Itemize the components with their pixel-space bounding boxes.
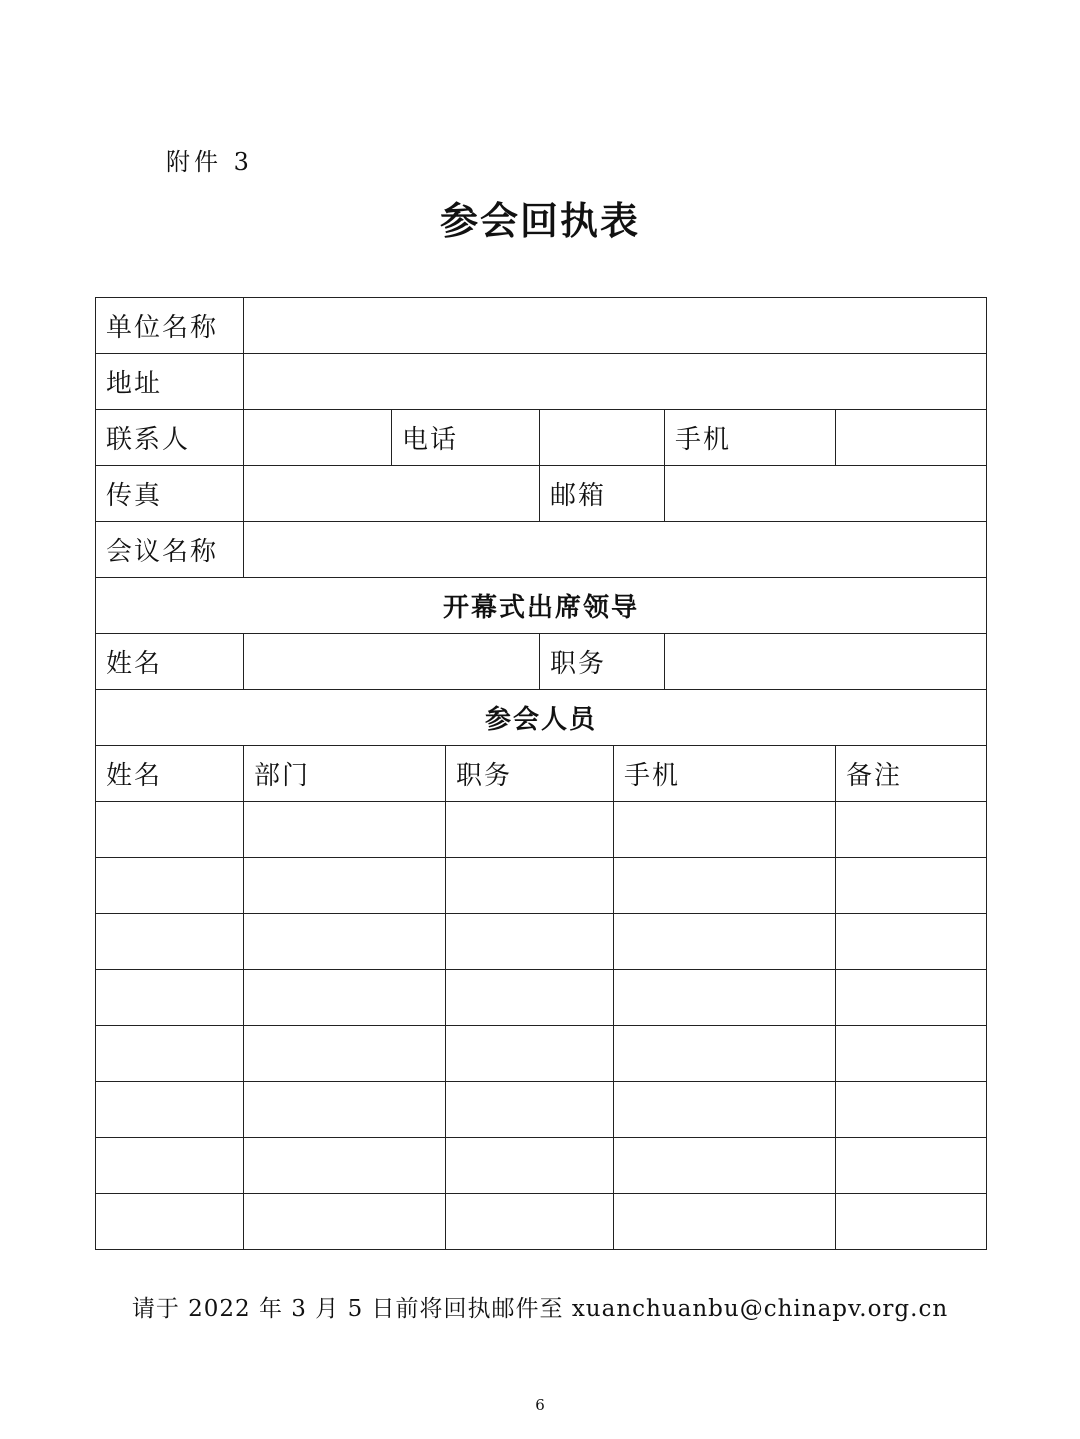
attendee-mobile-cell[interactable]	[614, 858, 836, 914]
attendee-row	[96, 914, 987, 970]
attendee-mobile-cell[interactable]	[614, 802, 836, 858]
leaders-section-heading: 开幕式出席领导	[96, 578, 987, 634]
attendee-title-cell[interactable]	[446, 1082, 614, 1138]
attendee-mobile-cell[interactable]	[614, 1026, 836, 1082]
mobile-label: 手机	[665, 410, 836, 466]
attendee-row	[96, 1194, 987, 1250]
attendee-name-cell[interactable]	[96, 1138, 244, 1194]
attendee-name-cell[interactable]	[96, 970, 244, 1026]
attendee-row	[96, 1138, 987, 1194]
leader-title-field[interactable]	[665, 634, 987, 690]
attendee-name-cell[interactable]	[96, 802, 244, 858]
attachment-label: 附件 3	[166, 148, 253, 176]
attendee-department-cell[interactable]	[244, 970, 446, 1026]
attendee-department-cell[interactable]	[244, 1082, 446, 1138]
contact-label: 联系人	[96, 410, 244, 466]
unit-name-label: 单位名称	[96, 298, 244, 354]
attendee-title-cell[interactable]	[446, 1194, 614, 1250]
attendee-header-remark: 备注	[836, 746, 987, 802]
leader-name-label: 姓名	[96, 634, 244, 690]
attendee-department-cell[interactable]	[244, 858, 446, 914]
attendee-remark-cell[interactable]	[836, 1194, 987, 1250]
attendee-department-cell[interactable]	[244, 1026, 446, 1082]
page-number: 6	[535, 1396, 545, 1414]
row-fax-email	[96, 466, 987, 522]
attendee-header-title: 职务	[446, 746, 614, 802]
attendee-mobile-cell[interactable]	[614, 1138, 836, 1194]
attendee-title-cell[interactable]	[446, 1138, 614, 1194]
attendee-department-cell[interactable]	[244, 802, 446, 858]
phone-label: 电话	[392, 410, 540, 466]
attendee-title-cell[interactable]	[446, 914, 614, 970]
attendee-remark-cell[interactable]	[836, 802, 987, 858]
attendee-name-cell[interactable]	[96, 858, 244, 914]
address-field[interactable]	[244, 354, 987, 410]
attendee-mobile-cell[interactable]	[614, 914, 836, 970]
attendee-department-cell[interactable]	[244, 1194, 446, 1250]
leader-name-field[interactable]	[244, 634, 540, 690]
attendee-name-cell[interactable]	[96, 1194, 244, 1250]
attendee-name-cell[interactable]	[96, 1026, 244, 1082]
attendee-row	[96, 970, 987, 1026]
attendee-remark-cell[interactable]	[836, 1138, 987, 1194]
attendee-header-name: 姓名	[96, 746, 244, 802]
attendee-remark-cell[interactable]	[836, 858, 987, 914]
attendee-department-cell[interactable]	[244, 914, 446, 970]
attendee-header-department: 部门	[244, 746, 446, 802]
meeting-name-label: 会议名称	[96, 522, 244, 578]
attendee-department-cell[interactable]	[244, 1138, 446, 1194]
attendee-remark-cell[interactable]	[836, 970, 987, 1026]
attendee-row	[96, 858, 987, 914]
contact-field[interactable]	[244, 410, 392, 466]
row-attendee-headers	[96, 746, 987, 802]
page-title: 参会回执表	[439, 198, 640, 243]
row-contact	[96, 410, 987, 466]
attendee-mobile-cell[interactable]	[614, 1194, 836, 1250]
attendee-name-cell[interactable]	[96, 914, 244, 970]
address-label: 地址	[96, 354, 244, 410]
meeting-name-field[interactable]	[244, 522, 987, 578]
attendee-mobile-cell[interactable]	[614, 970, 836, 1026]
attendee-title-cell[interactable]	[446, 1026, 614, 1082]
attendee-remark-cell[interactable]	[836, 1026, 987, 1082]
leader-title-label: 职务	[540, 634, 665, 690]
email-label: 邮箱	[540, 466, 665, 522]
attendee-title-cell[interactable]	[446, 802, 614, 858]
row-attendees-section	[96, 690, 987, 746]
reply-form-table	[95, 297, 987, 1250]
attendee-title-cell[interactable]	[446, 970, 614, 1026]
attendee-row	[96, 1026, 987, 1082]
attendee-rows	[96, 802, 987, 1250]
email-field[interactable]	[665, 466, 987, 522]
footer-note: 请于 2022 年 3 月 5 日前将回执邮件至 xuanchuanbu@chinapv.org.cn	[131, 1296, 949, 1322]
attendee-row	[96, 1082, 987, 1138]
attendee-mobile-cell[interactable]	[614, 1082, 836, 1138]
row-leaders-section	[96, 578, 987, 634]
attendees-section-heading: 参会人员	[96, 690, 987, 746]
attendee-name-cell[interactable]	[96, 1082, 244, 1138]
row-unit-name	[96, 298, 987, 354]
row-address	[96, 354, 987, 410]
attendee-title-cell[interactable]	[446, 858, 614, 914]
fax-field[interactable]	[244, 466, 540, 522]
row-meeting-name	[96, 522, 987, 578]
row-leader	[96, 634, 987, 690]
attendee-header-mobile: 手机	[614, 746, 836, 802]
unit-name-field[interactable]	[244, 298, 987, 354]
mobile-field[interactable]	[836, 410, 987, 466]
attendee-remark-cell[interactable]	[836, 914, 987, 970]
attendee-row	[96, 802, 987, 858]
fax-label: 传真	[96, 466, 244, 522]
attendee-remark-cell[interactable]	[836, 1082, 987, 1138]
phone-field[interactable]	[540, 410, 665, 466]
